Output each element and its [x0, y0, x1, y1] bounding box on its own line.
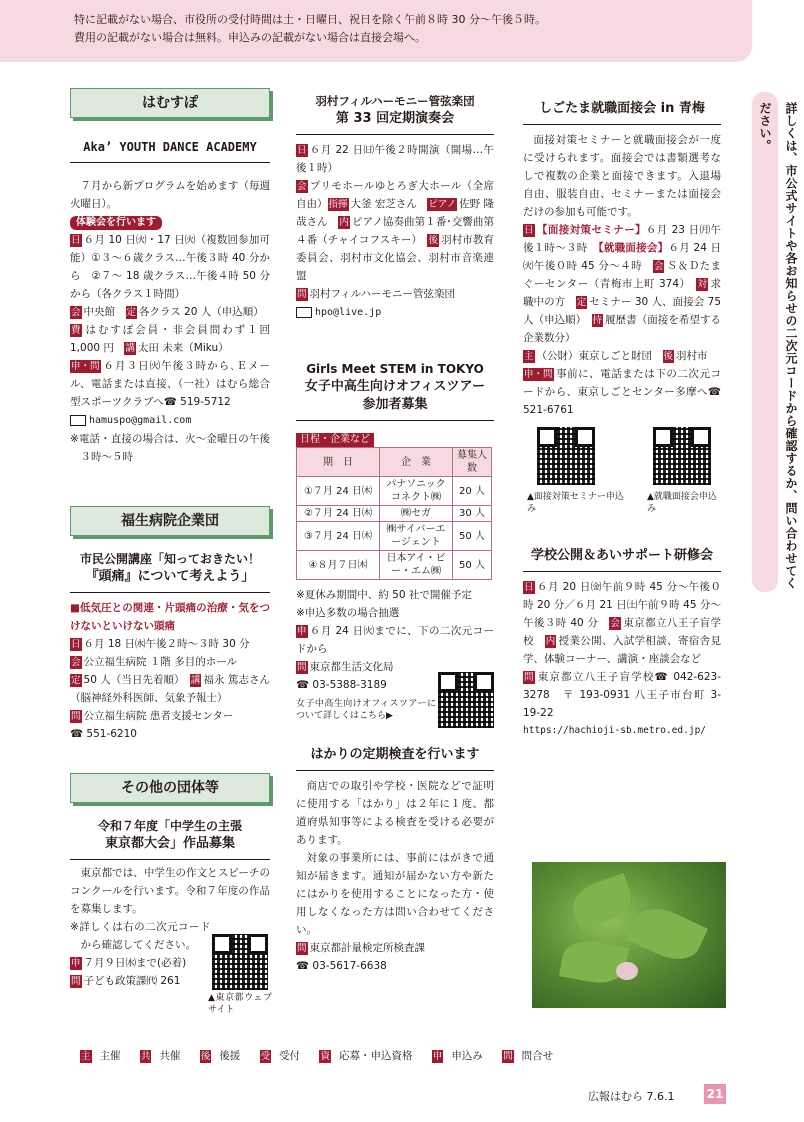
stem-apply: ６月 24 日㈫までに、下の二次元コードから: [296, 625, 494, 655]
job-apply: 事前に、電話または下の二次元コードから、東京しごとセンター多摩へ☎ 521-6761: [523, 368, 721, 416]
others-title: [70, 817, 270, 860]
job-bring: 履歴書（面接を希望する企業数分）: [523, 314, 722, 344]
section-head-fussa: 福生病院企業団: [70, 506, 270, 536]
cell-date: ③７月 24 日㈭: [297, 522, 380, 551]
school-venue: 東京都立八王子盲学校: [523, 617, 722, 647]
scale-body: [296, 777, 494, 975]
stem-table: [296, 447, 492, 580]
phil-program: ピアノ協奏曲第１番･交響曲第４番（チャイコフスキー）: [296, 216, 494, 246]
phil-body: [296, 141, 494, 322]
qr-code-fair[interactable]: [653, 427, 711, 485]
legend-value: 応募・申込資格: [338, 1050, 413, 1062]
others-title-a: 令和７年度「中学生の主張: [97, 819, 242, 833]
label-capacity: 定: [126, 307, 137, 318]
cell-date: ②７月 24 日㈭: [297, 506, 380, 522]
label-lecturer: 講: [190, 675, 201, 686]
legend-key: 申: [432, 1051, 443, 1062]
label-apply: 申: [71, 958, 81, 969]
section-head-hamusupo: はむすぽ: [70, 88, 270, 118]
label-contact: 問: [297, 289, 307, 300]
label-content: 内: [545, 636, 556, 647]
table-row: [297, 551, 492, 580]
fussa-title-a: 市民公開講座「知っておきたい！: [79, 552, 260, 566]
hamusupo-lecturer: 太田 未来（Miku）: [137, 342, 229, 354]
phil-title-b: 第 33 回定期演奏会: [335, 111, 455, 126]
school-content: 授業公開、入試学相談、寄宿舎見学、体験コーナー、講演・座談会など: [523, 635, 722, 665]
mail-icon: [70, 415, 86, 426]
scale-contact: 東京都計量検定所検査課: [309, 942, 426, 954]
hamusupo-note: ※電話・直接の場合は、火～金曜日の午後３時～５時: [70, 433, 270, 463]
job-target: 求職中の方: [523, 278, 722, 308]
others-title-b: 東京都大会」作品募集: [104, 836, 235, 851]
legend-key: 共: [140, 1051, 151, 1062]
legend-value: 後援: [219, 1050, 241, 1062]
qr-caption-seminar: ▲面接対策セミナー申込み: [527, 492, 624, 514]
notice-line-2: 費用の記載がない場合は無料。申込みの記載がない場合は直接会場へ。: [74, 31, 426, 44]
label-bring: 持: [592, 315, 603, 326]
th-date: 期 日: [297, 448, 380, 477]
job-venue: Ｓ＆Ｄたまぐーセンター（青梅市上町 374）: [523, 260, 722, 290]
job-organizer: （公財）東京しごと財団: [536, 350, 653, 362]
scale-tel: ☎ 03-5617-6638: [296, 960, 387, 972]
fussa-date: ６月 18 日㈬午後２時～３時 30 分: [83, 638, 250, 650]
cell-date: ①７月 24 日㈭: [297, 477, 380, 506]
label-organizer: 主: [524, 351, 534, 362]
legend-item: [80, 1050, 129, 1062]
leaf-shape: [626, 899, 708, 968]
column-3: [523, 100, 721, 740]
phil-title-a: 羽村フィルハーモニー管弦楽団: [315, 94, 475, 108]
legend-key: 資: [320, 1051, 330, 1062]
cell-company: ㈱セガ: [380, 506, 453, 522]
cell-company: 日本アイ・ビー・エム㈱: [380, 551, 453, 580]
label-lecturer: 講: [125, 343, 135, 354]
table-header: [297, 448, 492, 477]
job-title: しごたま就職面接会 in 青梅: [523, 100, 721, 125]
job-fair-label: 【就職面接会】: [598, 242, 669, 254]
table-row: [297, 506, 492, 522]
fussa-tel: ☎ 551-6210: [70, 728, 137, 740]
qr-caption-tokyo: ▲東京都ウェブサイト: [208, 993, 272, 1015]
fussa-venue: 公立福生病院 １階 多目的ホール: [83, 656, 237, 668]
phil-email[interactable]: hpo@live.jp: [315, 307, 382, 318]
qr-caption-fair: ▲就職面接会申込み: [647, 492, 717, 514]
others-text: 東京都では、中学生の作文とスピーチのコンクールを行います。令和７年度の作品を募集します。: [70, 867, 270, 915]
cell-count: 50 人: [453, 522, 492, 551]
mail-icon: [296, 307, 312, 318]
label-program: 内: [339, 217, 349, 228]
legend-value: 申込み: [451, 1050, 483, 1062]
label-capacity: 定: [71, 675, 81, 686]
legend-key: 後: [200, 1051, 211, 1062]
stem-note-2: ※申込多数の場合抽選: [296, 607, 400, 619]
hamusupo-date: ６月 10 日㈫・17 日㈫（複数回参加可能）①３～６歳クラス…午後３時 40 分から ②７～ 18 歳クラス…午後４時 50 分から（各クラス１時間）: [70, 234, 270, 300]
fussa-body: [70, 599, 270, 743]
stem-tab: 日程・企業など: [296, 433, 374, 447]
cell-count: 30 人: [453, 506, 492, 522]
fussa-title-b: 『頭痛』について考えよう」: [85, 569, 255, 584]
job-qr-area: [523, 427, 721, 527]
section-head-others: その他の団体等: [70, 773, 270, 803]
legend-item: [502, 1050, 561, 1062]
legend-item: [432, 1050, 491, 1062]
label-venue: 会: [71, 657, 81, 668]
phil-contact: 羽村フィルハーモニー管弦楽団: [309, 288, 455, 300]
phil-venue: プリモホールゆとろぎ大ホール（全席自由）: [296, 180, 494, 210]
hamusupo-email[interactable]: hamuspo@gmail.com: [89, 415, 192, 426]
legend-value: 共催: [159, 1050, 181, 1062]
stem-title: [296, 360, 494, 421]
legend-key: 受: [260, 1051, 271, 1062]
phil-conductor: 大釜 宏芝さん: [350, 198, 417, 210]
label-date: 日: [71, 639, 81, 650]
fussa-sub: ■低気圧との関連・片頭痛の治療・気をつけないといけない頭痛: [70, 602, 270, 632]
stem-body: [296, 586, 494, 722]
hamusupo-fee: はむすぽ会員・非会員問わず１回 1,000 円: [70, 324, 270, 354]
label-date: 日: [297, 145, 307, 156]
legend-item: [319, 1050, 420, 1062]
phil-support: 羽村市教育委員会、羽村市文化協会、羽村市音楽連盟: [296, 234, 495, 282]
stem-qr-caption: 女子中高生向けオフィスツアーについて詳しくはこちら▶: [296, 699, 436, 721]
stem-title-c: 参加者募集: [362, 397, 428, 412]
hamusupo-apply: ６月３日㈫午後３時から､Ｅメール、電話または直接、（一社）はむら総合型スポーツクラブへ☎ 519-5712: [70, 360, 270, 408]
qr-code-tokyo[interactable]: [212, 934, 268, 990]
cell-count: 20 人: [453, 477, 492, 506]
hamusupo-body: [70, 177, 270, 466]
stem-title-b: 女子中高生向けオフィスツアー: [304, 379, 486, 394]
plant-photo: [532, 862, 726, 1008]
label-venue: 会: [297, 181, 307, 192]
label-date: 日: [71, 235, 81, 246]
others-note: ※詳しくは右の二次元コードから確認してください。: [70, 921, 211, 951]
leaf-shape: [567, 873, 637, 931]
fussa-capacity: 50 人（当日先着順）: [83, 674, 180, 686]
label-contact: 問: [297, 662, 307, 673]
others-deadline: ７月９日㈬まで(必着): [83, 957, 187, 969]
label-apply: 申・問: [524, 369, 553, 380]
job-capacity: セミナー 30 人、面接会 75 人（申込順）: [523, 296, 722, 326]
stem-title-a: Girls Meet STEM in TOKYO: [306, 362, 484, 376]
label-support: 後: [663, 351, 674, 362]
school-url[interactable]: https://hachioji-sb.metro.ed.jp/: [523, 725, 707, 736]
label-contact: 問: [71, 976, 81, 987]
legend-value: 問合せ: [521, 1050, 554, 1062]
label-fee: 費: [71, 325, 81, 336]
others-body: [70, 864, 272, 1015]
phil-title: [296, 92, 494, 135]
label-date: 日: [524, 225, 534, 236]
cell-count: 50 人: [453, 551, 492, 580]
label-date: 日: [524, 582, 534, 593]
legend-key: 主: [81, 1051, 91, 1062]
cell-company: ㈱サイバーエージェント: [380, 522, 453, 551]
legend-item: [140, 1050, 189, 1062]
stem-table-wrap: [296, 427, 494, 580]
hamusupo-title: Aka’ YOUTH DANCE ACADEMY: [70, 138, 270, 163]
footer-title: 広報はむら 7.6.1: [588, 1090, 675, 1103]
notice-line-1: 特に記載がない場合、市役所の受付時間は土・日曜日、祝日を除く午前８時 30 分～午後５時。: [74, 13, 546, 26]
hamusupo-venue: 中央館: [83, 306, 116, 318]
school-body: [523, 578, 721, 740]
stem-note-1: ※夏休み期間中、約 50 社で開催予定: [296, 589, 472, 601]
table-row: [297, 522, 492, 551]
scale-p2: 対象の事業所には、事前にはがきで通知が届きます。通知が届かない方や新たにはかりを使用することになった方・使用しなくなった方は問い合わせてください。: [296, 852, 494, 936]
school-date: ６月 20 日㈮午前９時 45 分～午後０時 20 分／６月 21 日㈯午前９時 45 分～午後３時 40 分: [523, 581, 721, 629]
leaf-shape: [559, 937, 629, 988]
side-banner: [752, 92, 798, 592]
legend-item: [260, 1050, 309, 1062]
label-venue: 会: [610, 618, 620, 629]
qr-code-stem[interactable]: [438, 672, 494, 728]
phil-pianist: 佐野 隆哉さん: [296, 198, 495, 228]
label-target: 対: [697, 279, 707, 290]
side-banner-text: 詳しくは、市公式サイトや各お知らせの二次元コードから確認するか、問い合わせてください。: [758, 102, 798, 590]
th-company: 企 業: [380, 448, 453, 477]
stem-tel: ☎ 03-5388-3189: [296, 679, 387, 691]
legend-key: 問: [503, 1051, 513, 1062]
phil-date: ６月 22 日㈰午後２時開演（開場…午後１時）: [296, 144, 494, 174]
others-contact: 子ども政策課㈹ 261: [83, 975, 181, 987]
qr-code-seminar[interactable]: [537, 427, 595, 485]
legend-value: 受付: [279, 1050, 301, 1062]
label-piano: ピアノ: [428, 199, 457, 210]
label-contact: 問: [524, 672, 534, 683]
fussa-lecturer: 福永 篤志さん（脳神経外科医師、気象予報士）: [70, 674, 271, 704]
fussa-contact: 公立福生病院 患者支援センター: [83, 710, 234, 722]
cell-company: パナソニックコネクト㈱: [380, 477, 453, 506]
column-2: [296, 92, 494, 975]
column-1: [70, 88, 272, 1015]
th-count: 募集人数: [453, 448, 492, 477]
label-contact: 問: [297, 943, 307, 954]
legend: [80, 1048, 569, 1063]
stem-contact: 東京都生活文化局: [309, 661, 394, 673]
job-fair-date: ６月 24 日㈫午後０時 45 分～４時: [523, 242, 722, 272]
school-title: 学校公開＆あいサポート研修会: [523, 547, 721, 572]
label-apply: 申: [297, 626, 307, 637]
page-number: 21: [704, 1084, 726, 1104]
legend-item: [200, 1050, 249, 1062]
job-p1: 面接対策セミナーと就職面接会が一度に受けられます。面接会では書類選考なしで複数の企業と面接できます。入退場自由、服装自由、セミナーまたは面接会だけの参加も可能です。: [523, 134, 721, 218]
label-venue: 会: [71, 307, 81, 318]
hamusupo-capacity: 各クラス 20 人（申込順）: [139, 306, 264, 318]
hamusupo-pill: 体験会を行います: [70, 216, 162, 230]
label-contact: 問: [71, 711, 81, 722]
fussa-title: [70, 550, 270, 593]
hamusupo-intro: ７月から新プログラムを始めます（毎週火曜日）。: [70, 180, 270, 210]
scale-p1: 商店での取引や学校・医院などで証明に使用する「はかり」は２年に１度、都道府県知事等による検査を受ける必要があります。: [296, 780, 494, 846]
job-support: 羽村市: [676, 350, 708, 362]
label-venue: 会: [653, 261, 664, 272]
label-support: 後: [428, 235, 438, 246]
label-conductor: 指揮: [328, 199, 348, 210]
job-body: [523, 131, 721, 419]
flower-shape: [616, 962, 638, 980]
legend-value: 主催: [99, 1050, 121, 1062]
table-row: [297, 477, 492, 506]
label-capacity: 定: [576, 297, 587, 308]
scale-title: はかりの定期検査を行います: [296, 746, 494, 771]
cell-date: ④８月７日㈭: [297, 551, 380, 580]
job-seminar-date: ６月 23 日㈪午後１時～３時: [523, 224, 722, 254]
job-seminar-label: 【面接対策セミナー】: [536, 224, 647, 236]
notice-banner: [0, 0, 752, 62]
label-apply: 申・問: [71, 361, 100, 372]
school-contact: 東京都立八王子盲学校☎ 042-623-3278 〒 193-0931 八王子市台町 3-19-22: [523, 671, 721, 719]
